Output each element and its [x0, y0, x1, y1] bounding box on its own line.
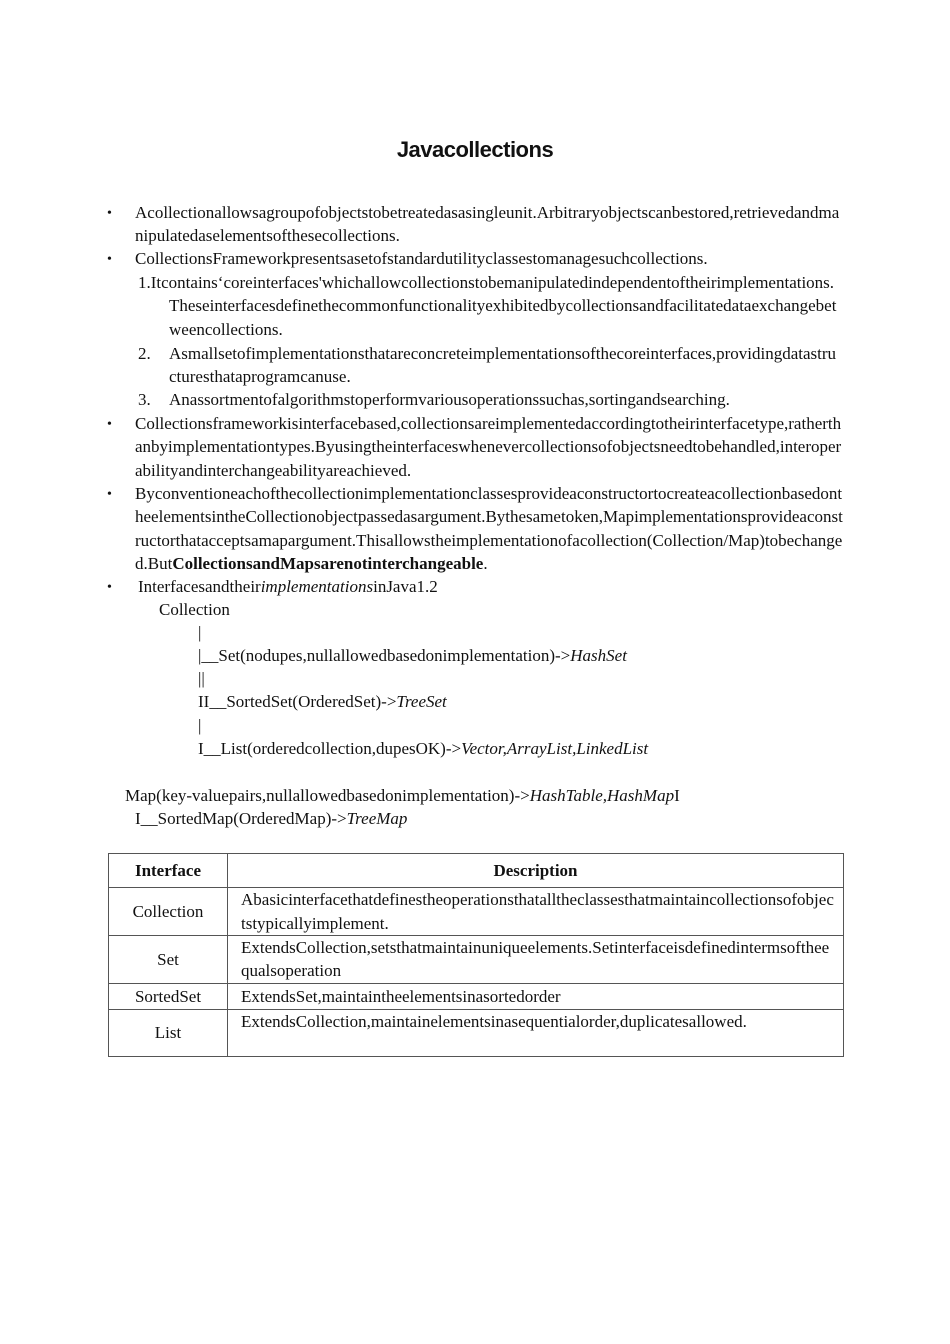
table-cell-interface: Collection	[109, 888, 228, 936]
hierarchy-list-label: I__List(orderedcollection,dupesOK)->	[198, 739, 462, 758]
table-cell-interface: Set	[109, 936, 228, 984]
numbered-item-3: Anassortmentofalgorithmstoperformvariousoperationssuchas,sortingandsearching.	[169, 390, 730, 409]
table-row	[109, 936, 844, 984]
hierarchy-pipe: ||	[198, 669, 205, 688]
hierarchy-set-label: |__Set(nodupes,nullallowedbasedonimplementation)->	[198, 646, 571, 665]
hierarchy-sortedset	[198, 690, 447, 713]
hierarchy-map	[125, 784, 680, 807]
hierarchy-map-impl: HashTable,HashMap	[529, 786, 675, 805]
page-title: Javacollections	[396, 137, 554, 162]
paragraph-bullet-4-text: ByconventioneachofthecollectionimplementationclassesprovideaconstructortocreateacollectionbasedontheelementsintheCollectionobjectpassedasargument.Bythesametoken,Mapimplementationsprovideaconstructorthatacceptsamapargument.Thisallowstheimplementationofacollection(Collection/Map)tobechanged.But	[135, 484, 843, 574]
table-header-description: Description	[228, 854, 844, 888]
hierarchy-sortedmap-impl: TreeMap	[346, 809, 408, 828]
bullet-5-pre: Interfacesandtheir	[138, 577, 261, 596]
table-header-row	[109, 854, 844, 888]
hierarchy-set-impl: HashSet	[570, 646, 627, 665]
table-cell-interface: List	[109, 1009, 228, 1056]
hierarchy-sortedset-impl: TreeSet	[396, 692, 447, 711]
hierarchy-sortedmap-label: I__SortedMap(OrderedMap)->	[135, 809, 347, 828]
numbered-item-3-number: 3.	[138, 390, 151, 409]
interface-table	[108, 853, 844, 1057]
numbered-item-2: Asmallsetofimplementationsthatareconcreteimplementationsofthecoreinterfaces,providingdatastructuresthataprogramcanuse.	[169, 344, 837, 387]
hierarchy-sortedset-label: II__SortedSet(OrderedSet)->	[198, 692, 397, 711]
hierarchy-pipe: |	[198, 716, 202, 735]
table-cell-description: ExtendsSet,maintaintheelementsinasortedorder	[228, 983, 844, 1009]
table-row	[109, 1009, 844, 1056]
table-cell-description: ExtendsCollection,setsthatmaintainuniqueelements.Setinterfaceisdefinedintermsoftheequalsoperation	[228, 936, 844, 984]
table-row	[109, 983, 844, 1009]
hierarchy-map-label: Map(key-valuepairs,nullallowedbasedonimplementation)->	[125, 786, 530, 805]
table-cell-description: ExtendsCollection,maintainelementsinasequentialorder,duplicatesallowed.	[228, 1009, 844, 1056]
table-cell-description: Abasicinterfacethatdefinestheoperationsthatalltheclassesthatmaintaincollectionsofobjectstypicallyimplement.	[228, 888, 844, 936]
bullet-icon: •	[107, 206, 112, 221]
paragraph-bullet-5	[138, 575, 838, 598]
table-row	[109, 888, 844, 936]
bullet-5-italic: implementations	[260, 577, 374, 596]
bullet-icon: •	[107, 580, 112, 595]
paragraph-bullet-4	[135, 482, 843, 576]
paragraph-bullet-2: CollectionsFrameworkpresentsasetofstandardutilityclassestomanagesuchcollections.	[135, 249, 708, 268]
table-cell-interface: SortedSet	[109, 983, 228, 1009]
hierarchy-set	[198, 644, 627, 667]
hierarchy-list	[198, 737, 648, 760]
hierarchy-sortedmap	[135, 807, 407, 830]
numbered-item-1: 1.Itcontains‘coreinterfaces'whichallowcollectionstobemanipulatedindependentoftheirimplementations.Theseinterfacesdefinethecommonfunctionalityexhibitedbycollectionsandfacilitatedataexchangebetweencollections.	[138, 273, 837, 339]
hierarchy-map-post: I	[674, 786, 680, 805]
paragraph-bullet-1: Acollectionallowsagroupofobjectstobetreatedasasingleunit.Arbitraryobjectscanbestored,retrievedandmanipulatedaselementsofthesecollections.	[135, 203, 840, 246]
bullet-icon: •	[107, 487, 112, 502]
hierarchy-list-impl: Vector,ArrayList,LinkedList	[461, 739, 649, 758]
paragraph-bullet-4-end: .	[483, 554, 488, 574]
bullet-icon: •	[107, 417, 112, 432]
hierarchy-root: Collection	[159, 600, 230, 619]
bullet-icon: •	[107, 252, 112, 267]
numbered-item-2-number: 2.	[138, 344, 151, 363]
table-header-interface: Interface	[109, 854, 228, 888]
bullet-5-post: inJava1.2	[373, 577, 438, 596]
paragraph-bullet-3: Collectionsframeworkisinterfacebased,collectionsareimplementedaccordingtotheirinterfacetype,ratherthanbyimplementationtypes.Byusingtheinterfaceswhenevercollectionsofobjectsneedtobehandled,interoperabilityandinterchangeabilityareachieved.	[135, 414, 842, 480]
hierarchy-pipe: |	[198, 623, 202, 642]
paragraph-bullet-4-bold: CollectionsandMapsarenotinterchangeable	[172, 554, 484, 574]
